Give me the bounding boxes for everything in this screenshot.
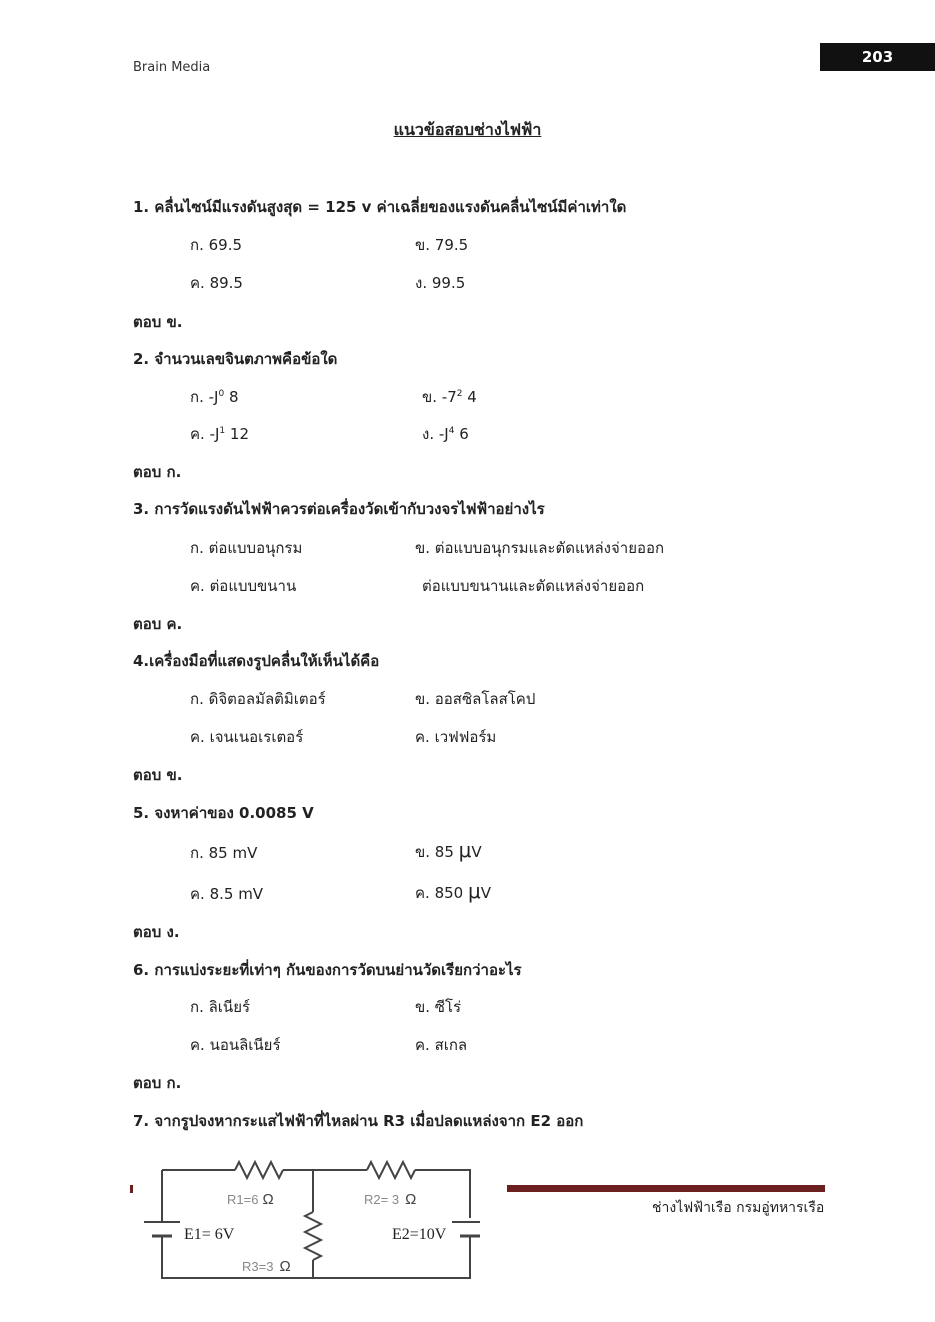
resistor-r3 [305, 1212, 321, 1260]
q1-option-a: ก. 69.5 [190, 236, 243, 254]
question-4: 4.เครื่องมือที่แสดงรูปคลื่นให้เห็นได้คือ [133, 652, 380, 670]
q2-option-d: ง. $-J^4$ 6 [422, 425, 469, 443]
q4-option-c: ค. เจนเนอเรเตอร์ [190, 728, 304, 746]
q2-option-c: ค. $-J^1$ 12 [190, 425, 250, 443]
q3-option-c: ค. ต่อแบบขนาน [190, 577, 297, 595]
q1-answer: ตอบ ข. [133, 313, 183, 331]
q3-answer: ตอบ ค. [133, 615, 183, 633]
resistor-r2 [367, 1162, 415, 1178]
q1-option-c: ค. 89.5 [190, 274, 243, 292]
page-number: 203 [820, 43, 935, 71]
question-2: 2. จำนวนเลขจินตภาพคือข้อใด [133, 350, 338, 368]
q1-option-d: ง. 99.5 [415, 274, 466, 292]
question-7: 7. จากรูปจงหากระแสไฟฟ้าที่ไหลผ่าน R3 เมื่อปลดแหล่งจาก E2 ออก [133, 1112, 584, 1130]
page-title: แนวข้อสอบช่างไฟฟ้า [393, 120, 542, 139]
q4-option-b: ข. ออสซิลโลสโคป [415, 690, 536, 708]
footer-left-mark [130, 1185, 133, 1193]
q2-option-a: ก. $-J^0$ 8 [190, 388, 239, 406]
question-5: 5. จงหาค่าของ 0.0085 V [133, 804, 314, 822]
q2-option-b: ข. $-7^2$ 4 [422, 388, 477, 406]
footer-text: ช่างไฟฟ้าเรือ กรมอู่ทหารเรือ [652, 1200, 825, 1216]
q6-option-b: ข. ซีโร่ [415, 998, 462, 1016]
q6-option-d: ค. สเกล [415, 1036, 468, 1054]
q5-option-b: ข. 85 μV [415, 838, 482, 862]
question-1: 1. คลื่นไซน์มีแรงดันสูงสุด = 125 v ค่าเฉลี่ยของแรงดันคลื่นไซน์มีค่าเท่าใด [133, 198, 627, 216]
q6-option-c: ค. นอนลิเนียร์ [190, 1036, 281, 1054]
q5-option-a: ก. 85 mV [190, 844, 258, 862]
label-e2: E2=10V [392, 1226, 447, 1243]
q6-option-a: ก. ลิเนียร์ [190, 998, 251, 1016]
q4-option-d: ค. เวฟฟอร์ม [415, 728, 497, 746]
q4-answer: ตอบ ข. [133, 766, 183, 784]
question-3: 3. การวัดแรงดันไฟฟ้าควรต่อเครื่องวัดเข้ากับวงจรไฟฟ้าอย่างไร [133, 500, 545, 518]
q5-option-d: ค. 850 μV [415, 879, 491, 903]
q6-answer: ตอบ ก. [133, 1074, 182, 1092]
q1-option-b: ข. 79.5 [415, 236, 469, 254]
question-6: 6. การแบ่งระยะที่เท่าๆ กันของการวัดบนย่านวัดเรียกว่าอะไร [133, 961, 522, 979]
q4-option-a: ก. ดิจิตอลมัลติมิเตอร์ [190, 690, 326, 708]
q2-answer: ตอบ ก. [133, 463, 182, 481]
resistor-r1 [235, 1162, 283, 1178]
q5-answer: ตอบ ง. [133, 923, 180, 941]
label-r2: R2= 3 Ω [364, 1191, 417, 1208]
label-r1: R1=6 Ω [227, 1191, 274, 1208]
label-e1: E1= 6V [184, 1226, 235, 1243]
q3-option-d: ต่อแบบขนานและตัดแหล่งจ่ายออก [422, 577, 645, 595]
q3-option-a: ก. ต่อแบบอนุกรม [190, 539, 303, 557]
header-brand: Brain Media [133, 60, 211, 75]
label-r3: R3=3 Ω [242, 1258, 291, 1275]
q3-option-b: ข. ต่อแบบอนุกรมและตัดแหล่งจ่ายออก [415, 539, 665, 557]
q5-option-c: ค. 8.5 mV [190, 885, 264, 903]
wire-top-right [415, 1170, 470, 1218]
circuit-diagram [130, 1150, 480, 1285]
footer-bar [507, 1185, 825, 1192]
